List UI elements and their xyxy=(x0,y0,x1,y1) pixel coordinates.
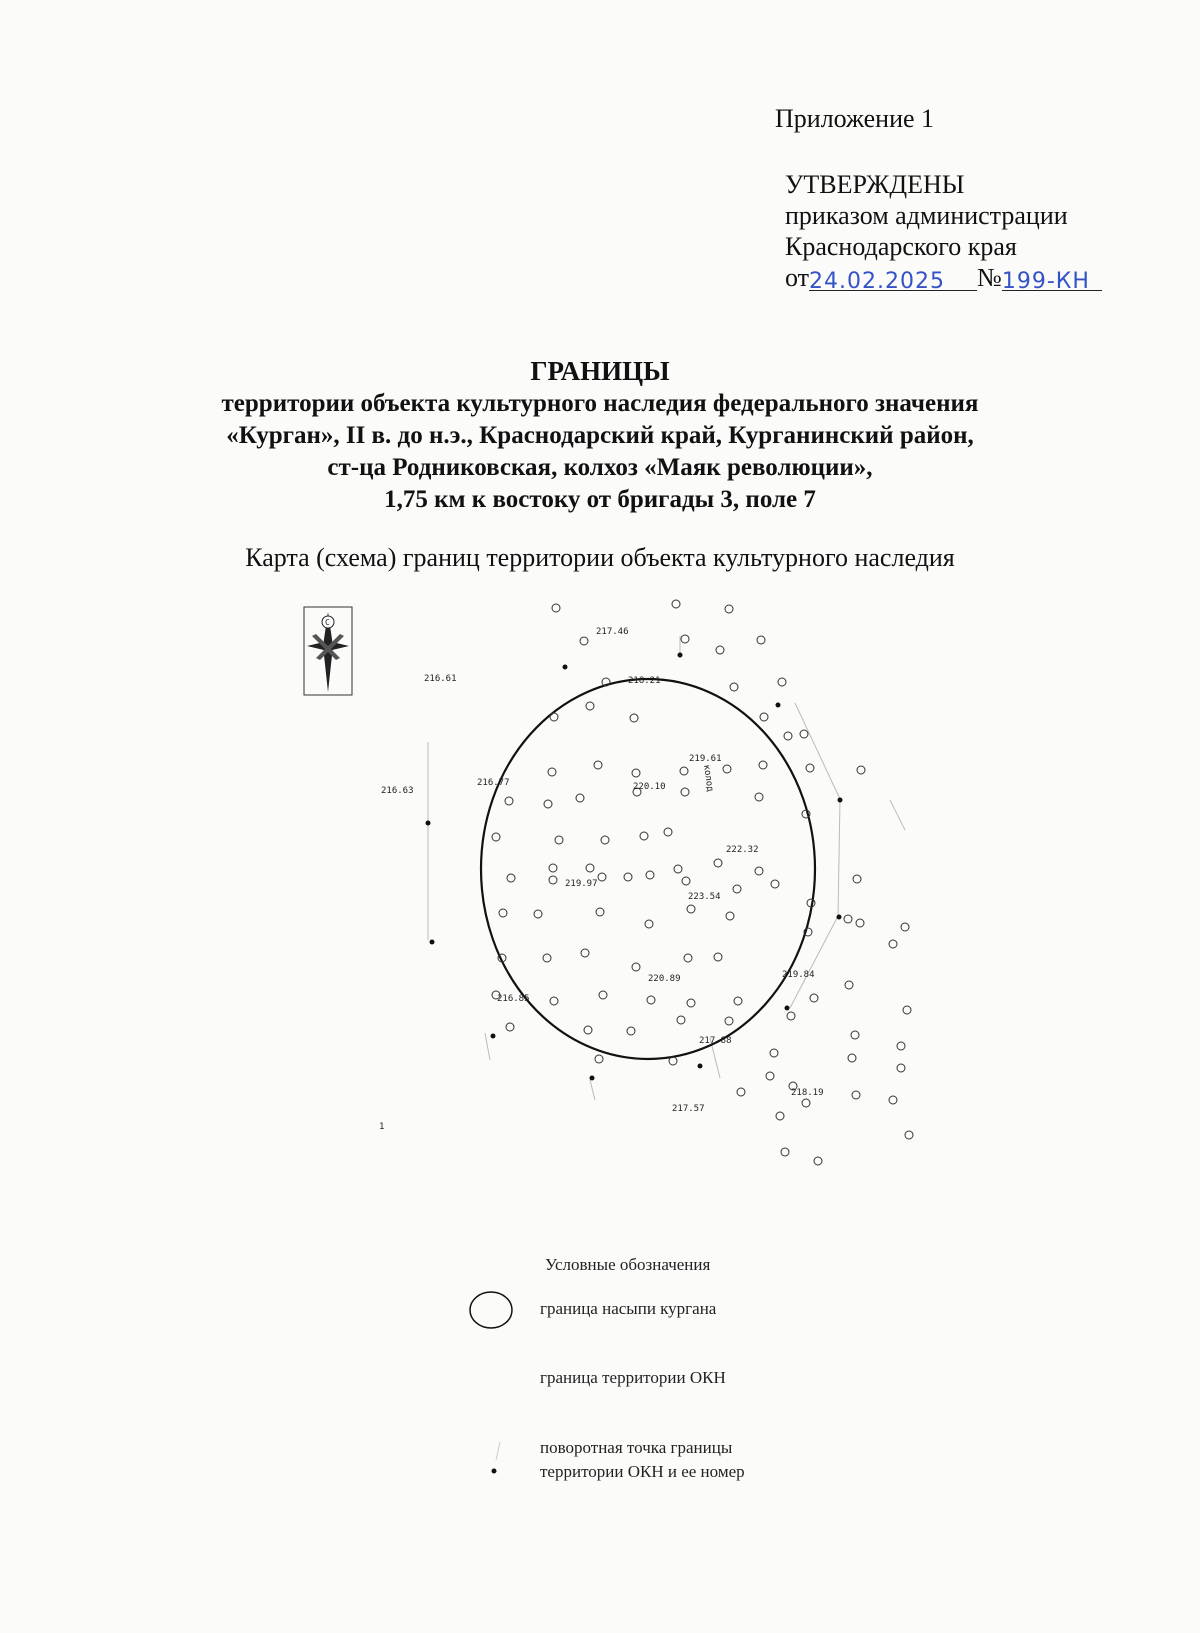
survey-point xyxy=(776,1112,784,1120)
survey-point xyxy=(802,1099,810,1107)
survey-point xyxy=(599,991,607,999)
survey-point xyxy=(680,767,688,775)
survey-point xyxy=(550,713,558,721)
survey-point xyxy=(682,877,690,885)
territory-boundary-lines xyxy=(428,636,905,1100)
survey-point xyxy=(853,875,861,883)
survey-point xyxy=(759,761,767,769)
survey-point xyxy=(806,764,814,772)
survey-point xyxy=(848,1054,856,1062)
survey-point xyxy=(505,797,513,805)
boundary-map xyxy=(0,590,1200,1210)
survey-point xyxy=(844,915,852,923)
survey-point xyxy=(624,873,632,881)
survey-point xyxy=(549,876,557,884)
survey-point xyxy=(681,788,689,796)
elevation-label: 223.54 xyxy=(688,892,721,902)
survey-point xyxy=(544,800,552,808)
survey-point xyxy=(584,1026,592,1034)
survey-point xyxy=(787,1012,795,1020)
title-line-4: 1,75 км к востоку от бригады 3, поле 7 xyxy=(384,486,816,513)
survey-point xyxy=(627,1027,635,1035)
survey-point xyxy=(714,953,722,961)
approved-heading: УТВЕРЖДЕНЫ xyxy=(785,170,965,199)
survey-point xyxy=(800,730,808,738)
survey-point xyxy=(549,864,557,872)
survey-point xyxy=(897,1064,905,1072)
survey-point xyxy=(734,997,742,1005)
elevation-label: 216.61 xyxy=(424,674,457,684)
map-subtitle: Карта (схема) границ территории объекта культурного наследия xyxy=(245,543,955,572)
survey-point xyxy=(845,981,853,989)
survey-point xyxy=(576,794,584,802)
survey-point xyxy=(901,923,909,931)
survey-point xyxy=(674,865,682,873)
handwritten-date: 24.02.2025 xyxy=(809,269,945,294)
survey-point xyxy=(586,864,594,872)
legend-mound-label: граница насыпи кургана xyxy=(540,1299,717,1318)
survey-point xyxy=(507,874,515,882)
elevation-label: 220.89 xyxy=(648,974,681,984)
legend-turning-point-label xyxy=(540,1436,745,1484)
legend-turning-point-line-2: территории ОКН и ее номер xyxy=(540,1462,745,1481)
compass-icon xyxy=(304,607,352,695)
survey-point xyxy=(492,833,500,841)
well-label: колод xyxy=(701,764,715,793)
approved-by-line: приказом администрации xyxy=(785,201,1068,230)
number-prefix: № xyxy=(977,263,1002,292)
elevation-label: 218.19 xyxy=(791,1088,824,1098)
survey-point xyxy=(543,954,551,962)
survey-point xyxy=(725,1017,733,1025)
survey-point xyxy=(632,963,640,971)
survey-point xyxy=(687,905,695,913)
survey-point xyxy=(714,859,722,867)
survey-point xyxy=(687,999,695,1007)
compass-label: С xyxy=(325,618,330,627)
legend-title: Условные обозначения xyxy=(545,1255,711,1274)
survey-point xyxy=(630,714,638,722)
elevation-label: 217.46 xyxy=(596,627,629,637)
number-field xyxy=(1001,262,1102,294)
elevation-label: 218.21 xyxy=(628,676,661,686)
survey-point xyxy=(632,769,640,777)
survey-point xyxy=(778,678,786,686)
survey-point xyxy=(677,1016,685,1024)
survey-point xyxy=(725,605,733,613)
survey-point xyxy=(730,683,738,691)
survey-point xyxy=(857,766,865,774)
elevation-label: 219.61 xyxy=(689,754,722,764)
survey-point xyxy=(856,919,864,927)
survey-point xyxy=(755,793,763,801)
survey-point xyxy=(770,1049,778,1057)
survey-point xyxy=(548,768,556,776)
approved-region-line: Краснодарского края xyxy=(785,232,1017,261)
survey-point xyxy=(737,1088,745,1096)
survey-point xyxy=(733,885,741,893)
date-field xyxy=(809,262,977,294)
survey-point xyxy=(506,1023,514,1031)
elevation-label: 216.77 xyxy=(477,778,510,788)
survey-point xyxy=(726,912,734,920)
elevation-label: 216.85 xyxy=(497,994,530,1004)
survey-point xyxy=(598,873,606,881)
survey-point xyxy=(499,909,507,917)
survey-point xyxy=(760,713,768,721)
survey-point xyxy=(766,1072,774,1080)
survey-point xyxy=(664,828,672,836)
legend-mound-symbol xyxy=(466,1288,516,1332)
survey-point xyxy=(903,1006,911,1014)
survey-point xyxy=(646,871,654,879)
survey-point xyxy=(784,732,792,740)
turning-points xyxy=(426,653,843,1081)
survey-point xyxy=(723,765,731,773)
survey-point xyxy=(814,1157,822,1165)
elevation-label: 220.10 xyxy=(633,782,666,792)
survey-points xyxy=(492,600,913,1165)
elevation-label: 217.57 xyxy=(672,1104,705,1114)
legend-turning-point-symbol xyxy=(486,1440,510,1484)
title-main: ГРАНИЦЫ xyxy=(530,356,670,386)
survey-point xyxy=(684,954,692,962)
title-line-2: «Курган», II в. до н.э., Краснодарский край, Курганинский район, xyxy=(226,422,974,449)
survey-point xyxy=(905,1131,913,1139)
survey-point xyxy=(534,910,542,918)
survey-point xyxy=(645,920,653,928)
elevation-label: 222.32 xyxy=(726,845,759,855)
survey-point xyxy=(640,832,648,840)
handwritten-number: 199-КН xyxy=(1001,269,1090,294)
survey-point xyxy=(596,908,604,916)
survey-point xyxy=(852,1091,860,1099)
document-title xyxy=(0,355,1200,516)
survey-point xyxy=(897,1042,905,1050)
survey-point xyxy=(555,836,563,844)
survey-point xyxy=(581,949,589,957)
appendix-label: Приложение 1 xyxy=(775,104,935,133)
survey-point xyxy=(755,867,763,875)
survey-point xyxy=(595,1055,603,1063)
survey-point xyxy=(594,761,602,769)
approval-block xyxy=(785,169,1102,293)
legend-turning-point-line-1: поворотная точка границы xyxy=(540,1438,733,1457)
title-line-1: территории объекта культурного наследия федерального значения xyxy=(221,390,979,417)
survey-point xyxy=(552,604,560,612)
approval-date-number-line xyxy=(785,262,1102,293)
survey-point xyxy=(851,1031,859,1039)
survey-point xyxy=(889,940,897,948)
legend-territory-label: граница территории ОКН xyxy=(540,1368,726,1387)
survey-point xyxy=(586,702,594,710)
title-line-3: ст-ца Родниковская, колхоз «Маяк революции», xyxy=(327,454,873,481)
survey-point xyxy=(757,636,765,644)
survey-point xyxy=(550,997,558,1005)
elevation-label: 219.84 xyxy=(782,970,815,980)
survey-point xyxy=(889,1096,897,1104)
survey-point xyxy=(580,637,588,645)
survey-point xyxy=(771,880,779,888)
survey-point xyxy=(781,1148,789,1156)
survey-point xyxy=(672,600,680,608)
survey-point xyxy=(601,836,609,844)
date-prefix: от xyxy=(785,263,810,292)
elevation-label: 216.63 xyxy=(381,786,414,796)
elevation-label: 217.88 xyxy=(699,1036,732,1046)
survey-point xyxy=(647,996,655,1004)
survey-point xyxy=(669,1057,677,1065)
point-number: 1 xyxy=(379,1122,385,1132)
survey-point xyxy=(716,646,724,654)
survey-point xyxy=(810,994,818,1002)
survey-point xyxy=(681,635,689,643)
elevation-label: 219.97 xyxy=(565,879,598,889)
